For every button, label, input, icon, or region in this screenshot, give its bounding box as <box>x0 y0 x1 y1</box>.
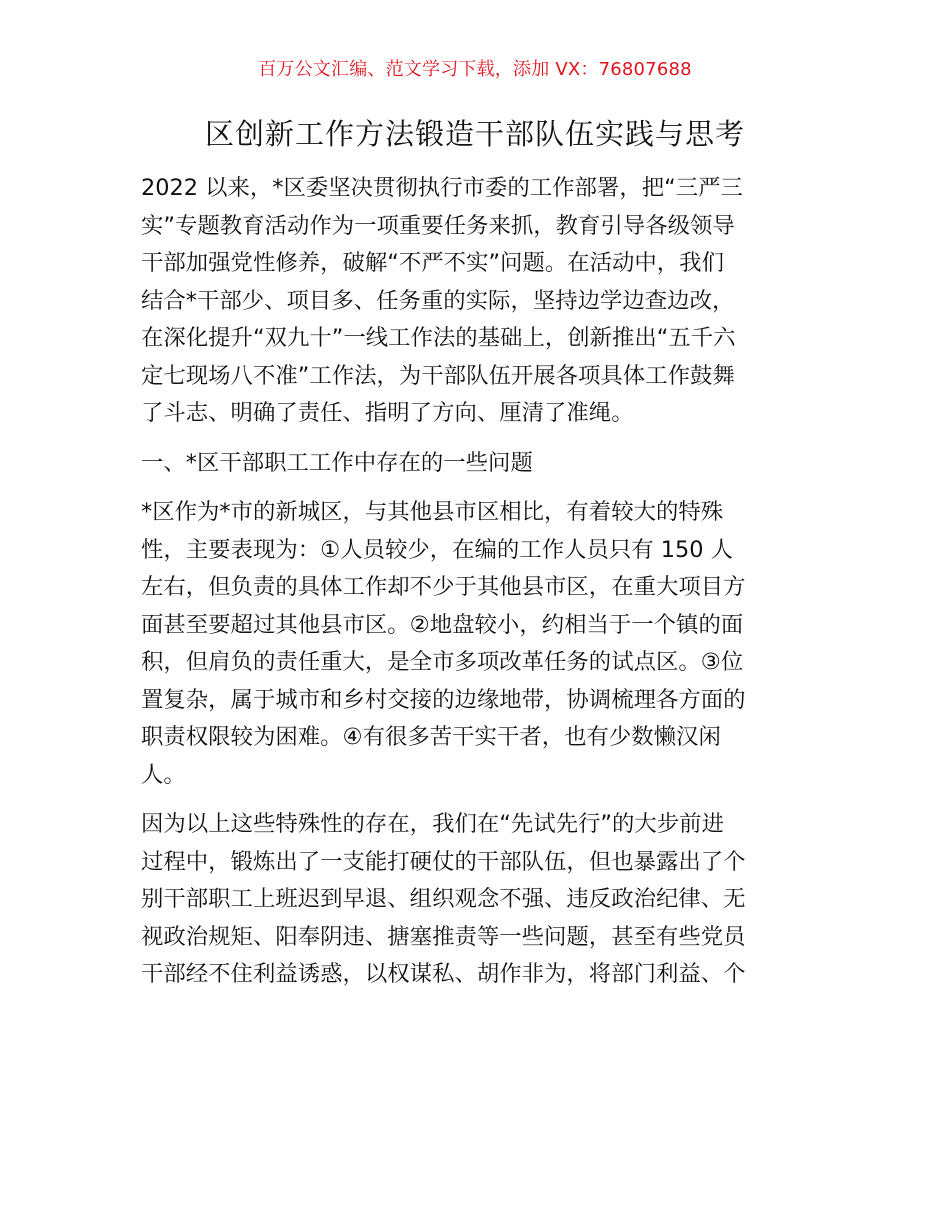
text-line: 视政治规矩、阳奉阴违、搪塞推责等一些问题，甚至有些党员 <box>141 923 746 950</box>
text-line: 定七现场八不准”工作法，为干部队伍开展各项具体工作鼓舞 <box>141 362 735 389</box>
text-line: 性，主要表现为：①人员较少，在编的工作人员只有 150 人 <box>141 536 734 563</box>
document-title: 区创新工作方法锻造干部队伍实践与思考 <box>204 117 745 151</box>
text-line: 结合*干部少、项目多、任务重的实际，坚持边学边查边改， <box>141 287 735 314</box>
text-line: 2022 以来，*区委坚决贯彻执行市委的工作部署，把“三严三 <box>141 175 743 201</box>
paragraph-intro <box>141 170 813 433</box>
text-line: 实”专题教育活动作为一项重要任务来抓，教育引导各级领导 <box>141 212 735 239</box>
text-line: 职责权限较为困难。④有很多苦干实干者，也有少数懒汉闲 <box>141 724 721 750</box>
section-heading: 一、*区干部职工工作中存在的一些问题 <box>141 449 533 476</box>
text-line: 因为以上这些特殊性的存在，我们在“先试先行”的大步前进 <box>141 811 724 837</box>
text-line: 过程中，锻炼出了一支能打硬仗的干部队伍，但也暴露出了个 <box>141 848 746 875</box>
text-line: 了斗志、明确了责任、指明了方向、厘清了准绳。 <box>141 400 634 426</box>
text-line: 左右，但负责的具体工作却不少于其他县市区，在重大项目方 <box>141 574 746 600</box>
text-line: 在深化提升“双九十”一线工作法的基础上，创新推出“五千六 <box>141 325 736 351</box>
paragraph-problems <box>141 806 813 994</box>
text-line: 置复杂，属于城市和乡村交接的边缘地带，协调梳理各方面的 <box>141 686 746 713</box>
header-banner: 百万公文汇编、范文学习下载，添加 VX：76807688 <box>258 59 692 80</box>
document-body <box>141 170 813 994</box>
text-line: 干部经不住利益诱惑，以权谋私、胡作非为，将部门利益、个 <box>141 961 746 987</box>
paragraph-characteristics <box>141 494 813 794</box>
text-line: 干部加强党性修养，破解“不严不实”问题。在活动中，我们 <box>141 250 724 276</box>
text-line: 积，但肩负的责任重大，是全市多项改革任务的试点区。③位 <box>141 649 744 675</box>
text-line: 别干部职工上班迟到早退、组织观念不强、违反政治纪律、无 <box>141 886 746 912</box>
text-line: 人。 <box>141 761 186 788</box>
text-line: *区作为*市的新城区，与其他县市区相比，有着较大的特殊 <box>141 499 724 525</box>
text-line: 面甚至要超过其他县市区。②地盘较小，约相当于一个镇的面 <box>141 611 744 638</box>
